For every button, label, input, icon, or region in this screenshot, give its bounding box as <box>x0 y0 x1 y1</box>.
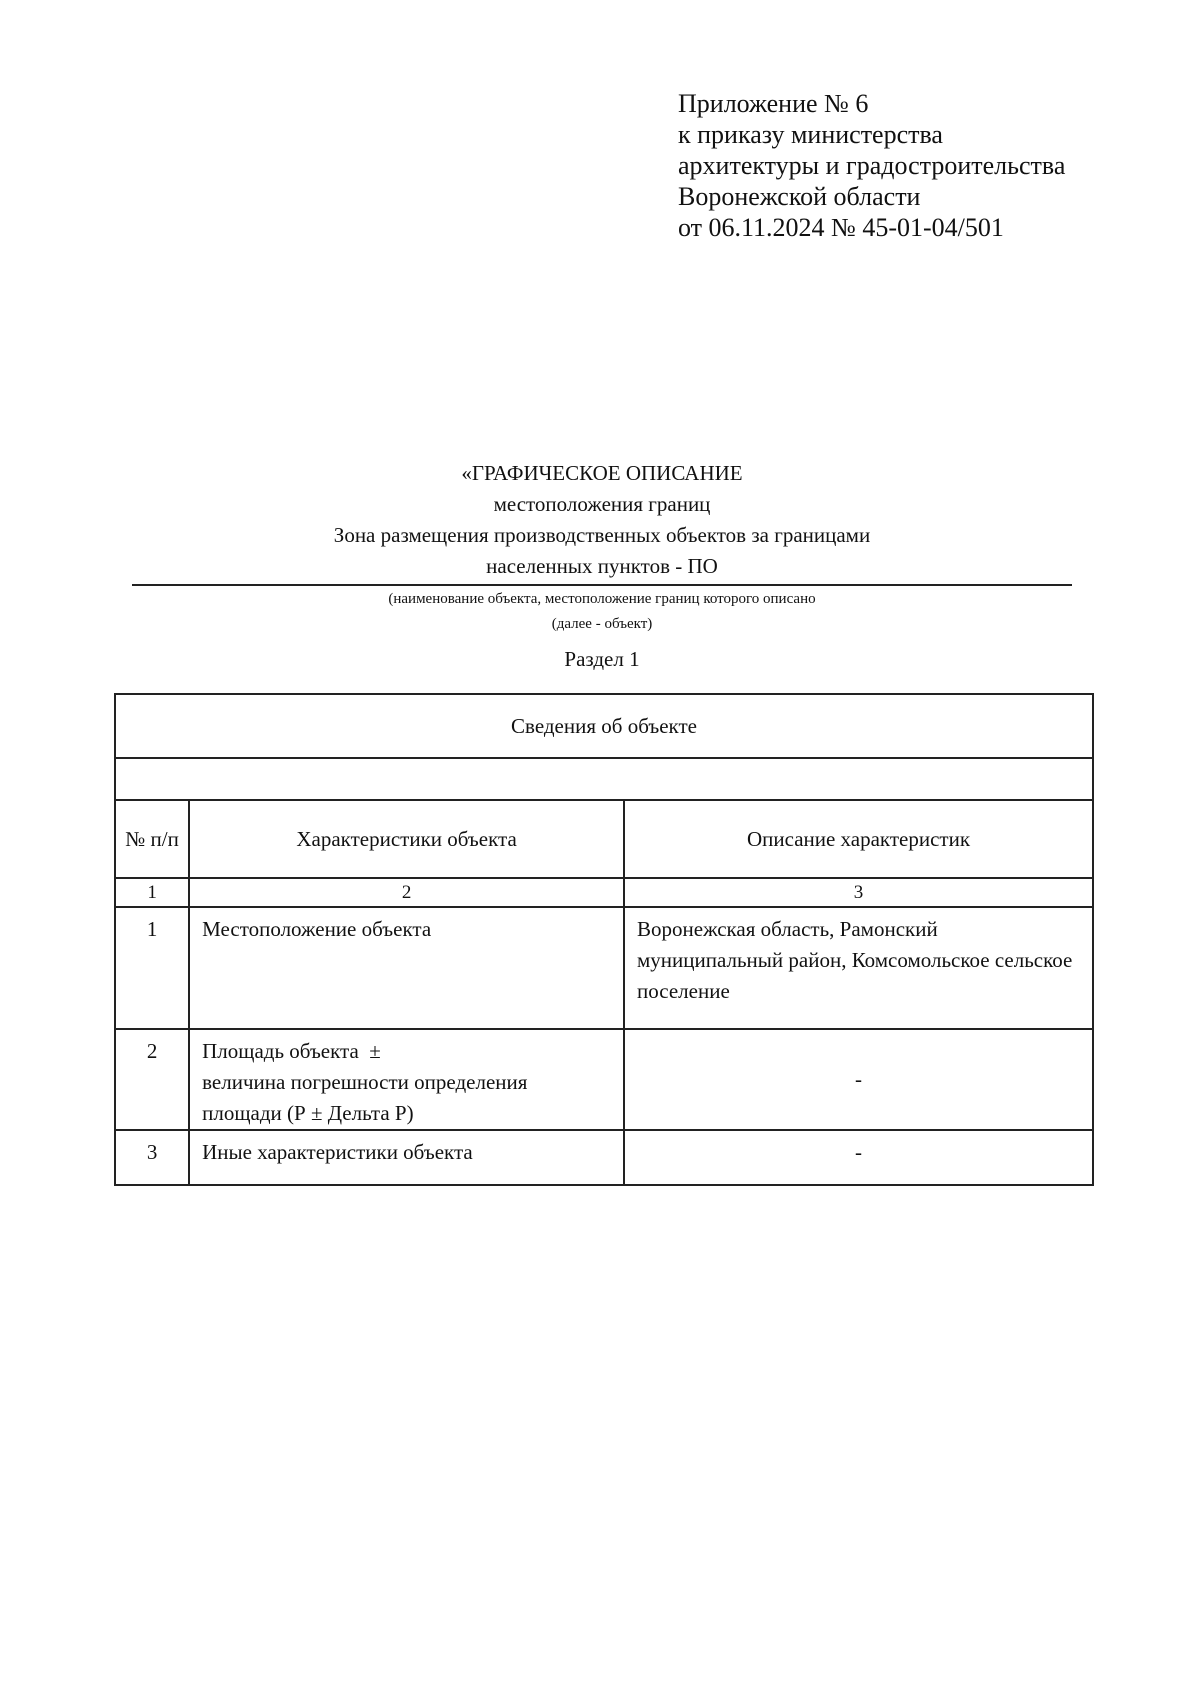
row-characteristic: Местоположение объекта <box>189 907 624 1029</box>
row-number: 3 <box>115 1130 189 1185</box>
column-header-num: № п/п <box>115 800 189 878</box>
title-underline <box>132 584 1072 586</box>
row-characteristic: Иные характеристики объекта <box>189 1130 624 1185</box>
row-number: 1 <box>115 907 189 1029</box>
section-label: Раздел 1 <box>564 647 640 671</box>
column-index: 1 <box>115 878 189 907</box>
row-description: Воронежская область, Рамонский муниципальный район, Комсомольское сельское поселение <box>624 907 1093 1029</box>
column-header-description: Описание характеристик <box>624 800 1093 878</box>
object-note-line1: (наименование объекта, местоположение границ которого описано <box>388 591 816 607</box>
row-description: - <box>624 1130 1093 1185</box>
appendix-line: архитектуры и градостроительства <box>678 151 1066 180</box>
column-index: 2 <box>189 878 624 907</box>
object-name-line1: Зона размещения производственных объектов за границами <box>333 523 871 547</box>
empty-cell <box>115 758 1093 800</box>
appendix-line: к приказу министерства <box>678 120 943 149</box>
column-header-row <box>115 800 1093 878</box>
table-row <box>115 1029 1093 1130</box>
document-title: «ГРАФИЧЕСКОЕ ОПИСАНИЕ <box>461 461 743 485</box>
row-characteristic-line: величина погрешности определения <box>202 1070 528 1094</box>
row-characteristic-line: площади (Р ± Дельта Р) <box>202 1101 414 1125</box>
row-description: - <box>624 1029 1093 1130</box>
column-index: 3 <box>624 878 1093 907</box>
row-characteristic <box>189 1029 624 1130</box>
appendix-line: Приложение № 6 <box>678 89 869 118</box>
appendix-line: от 06.11.2024 № 45-01-04/501 <box>678 213 1004 242</box>
row-number: 2 <box>115 1029 189 1130</box>
table-header-row <box>115 694 1093 758</box>
table-empty-row <box>115 758 1093 800</box>
column-header-characteristics: Характеристики объекта <box>189 800 624 878</box>
table-row <box>115 907 1093 1029</box>
appendix-line: Воронежской области <box>678 182 921 211</box>
appendix-block <box>678 88 1065 243</box>
row-characteristic-line: Площадь объекта ± <box>202 1039 381 1063</box>
object-info-table <box>114 693 1094 1186</box>
table-header: Сведения об объекте <box>115 694 1093 758</box>
document-subtitle: местоположения границ <box>493 492 711 516</box>
title-block <box>132 458 1072 675</box>
object-name-line2: населенных пунктов - ПО <box>486 554 718 578</box>
table-row <box>115 1130 1093 1185</box>
column-index-row <box>115 878 1093 907</box>
object-note-line2: (далее - объект) <box>551 616 653 632</box>
